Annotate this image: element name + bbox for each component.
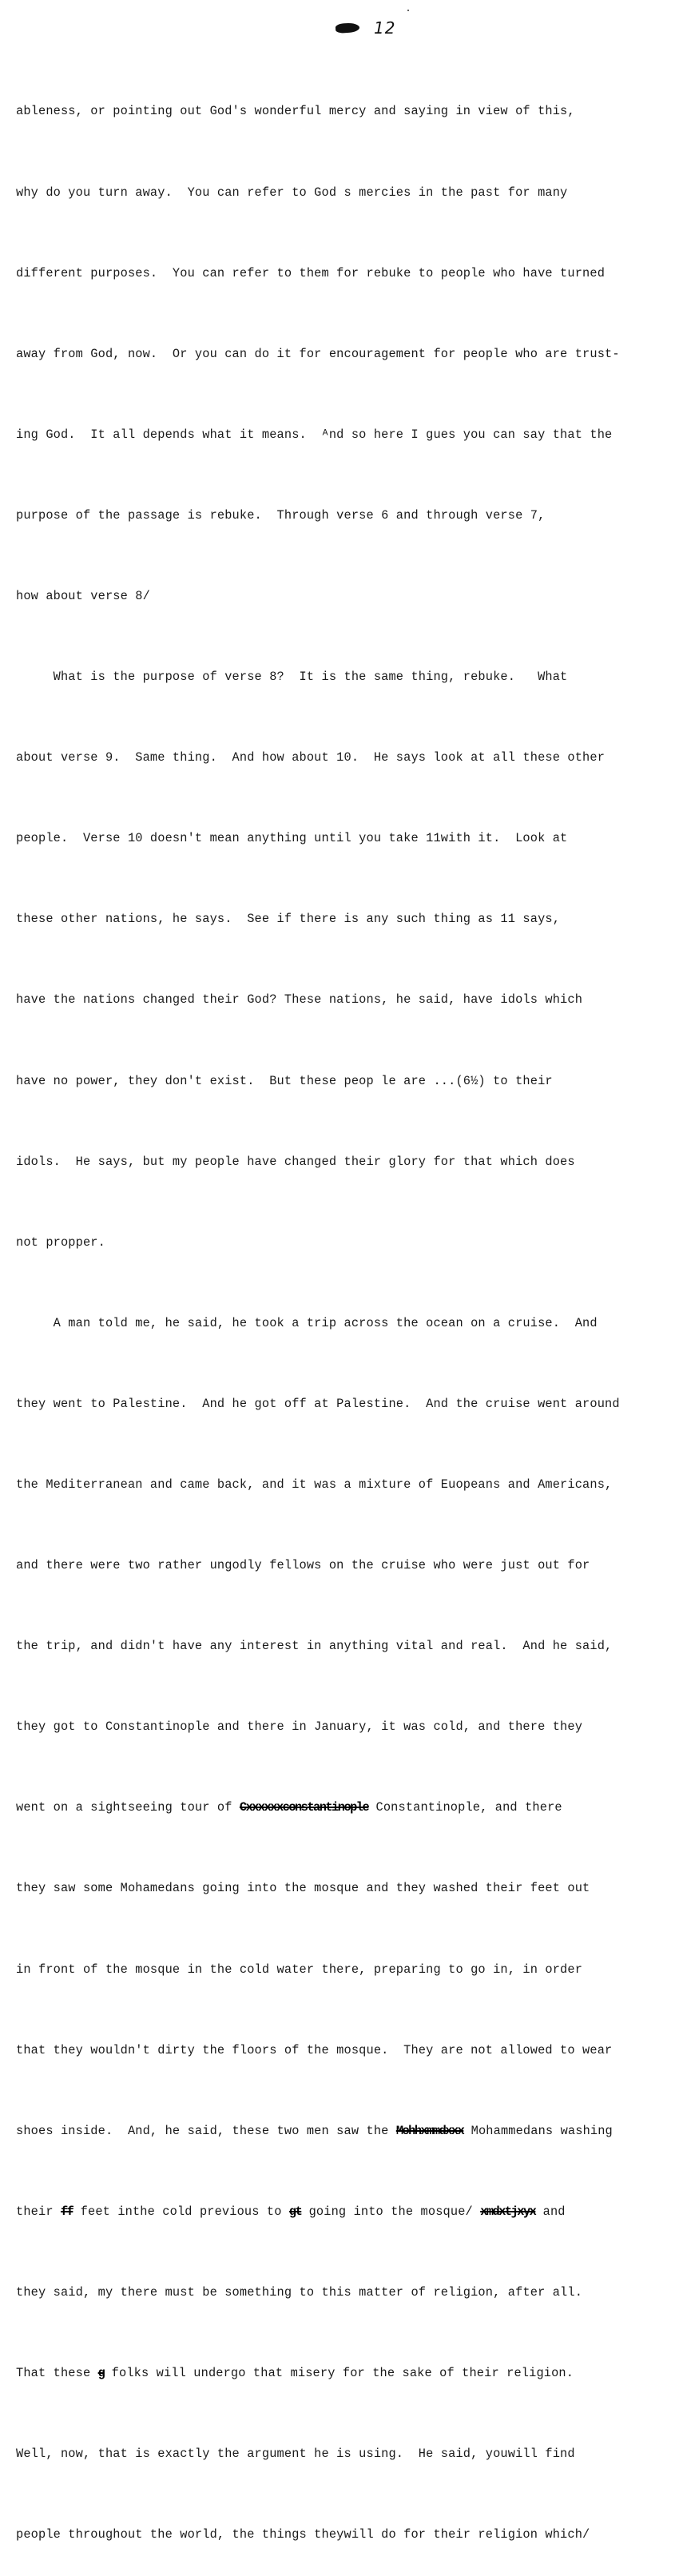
paragraph-start-line: What is the purpose of verse 8? It is the same thing, rebuke. What xyxy=(16,670,568,685)
text-line: people. Verse 10 doesn't mean anything until you take 11with it. Look at xyxy=(16,831,568,846)
typed-body-text xyxy=(16,45,671,2576)
ink-blot-mark xyxy=(336,22,360,34)
text-line: the trip, and didn't have any interest in anything vital and real. And he said, xyxy=(16,1639,613,1654)
paragraph-start-line: A man told me, he said, he took a trip across the ocean on a cruise. And xyxy=(16,1315,598,1330)
text-line: not propper. xyxy=(16,1234,105,1250)
text-line: have no power, they don't exist. But these peop le are ...(6½) to their xyxy=(16,1073,553,1088)
struck-out-text: g xyxy=(97,2366,105,2381)
text-line: they saw some Mohamedans going into the mosque and they washed their feet out xyxy=(16,1881,590,1896)
struck-out-text: xmdxtjxyx xyxy=(480,2204,536,2219)
text-line: and there were two rather ungodly fellows on the cruise who were just out for xyxy=(16,1558,590,1573)
text-segment: went on a sightseeing tour of xyxy=(16,1800,240,1815)
struck-out-text: Mohhxmmdxxx xyxy=(395,2123,464,2138)
text-line xyxy=(16,2199,671,2226)
struck-out-text: Cxxxxxxconstantinople xyxy=(239,1800,369,1815)
text-segment: That these xyxy=(16,2366,98,2381)
text-line: they said, my there must be something to this matter of religion, after all. xyxy=(16,2284,583,2300)
text-line: the Mediterranean and came back, and it was a mixture of Euopeans and Americans, xyxy=(16,1477,613,1492)
text-line: how about verse 8/ xyxy=(16,588,150,603)
text-segment: feet inthe cold previous to xyxy=(73,2204,289,2219)
text-line xyxy=(16,1795,671,1822)
text-segment: Constantinople, and there xyxy=(368,1800,562,1815)
text-line: ableness, or pointing out God's wonderful mercy and saying in view of this, xyxy=(16,104,575,119)
text-segment: their xyxy=(16,2204,61,2219)
struck-out-text: gt xyxy=(288,2204,302,2219)
text-segment: Mohammedans washing xyxy=(463,2123,613,2138)
text-line: that they wouldn't dirty the floors of the mosque. They are not allowed to wear xyxy=(16,2042,613,2057)
text-segment: folks will undergo that misery for the sake of their religion. xyxy=(104,2366,574,2381)
text-line: in front of the mosque in the cold water there, preparing to go in, in order xyxy=(16,1962,583,1977)
text-line: people throughout the world, the things theywill do for their religion which/ xyxy=(16,2527,590,2542)
text-line: these other nations, he says. See if there is any such thing as 11 says, xyxy=(16,912,561,927)
text-line xyxy=(16,2118,671,2145)
text-line: have the nations changed their God? These nations, he said, have idols which xyxy=(16,992,583,1008)
text-line: different purposes. You can refer to them for rebuke to people who have turned xyxy=(16,265,606,280)
page-header xyxy=(336,16,395,40)
text-line: why do you turn away. You can refer to God s mercies in the past for many xyxy=(16,185,568,200)
page-number: 12 xyxy=(374,18,396,38)
text-line: they went to Palestine. And he got off at Palestine. And the cruise went around xyxy=(16,1396,620,1411)
text-line: Well, now, that is exactly the argument he is using. He said, youwill find xyxy=(16,2447,575,2462)
text-line: about verse 9. Same thing. And how about 10. He says look at all these other xyxy=(16,750,606,765)
text-segment: shoes inside. And, he said, these two men saw the xyxy=(16,2123,396,2138)
ink-speck xyxy=(407,10,409,11)
struck-out-text: ff xyxy=(60,2204,73,2219)
text-line: they got to Constantinople and there in January, it was cold, and there they xyxy=(16,1719,583,1735)
text-line: idols. He says, but my people have changed their glory for that which does xyxy=(16,1154,575,1169)
text-line: ing God. It all depends what it means. ᴬnd so here I gues you can say that the xyxy=(16,427,613,442)
text-line: purpose of the passage is rebuke. Through verse 6 and through verse 7, xyxy=(16,507,546,523)
text-line xyxy=(16,2360,671,2387)
text-line: away from God, now. Or you can do it for encouragement for people who are trust- xyxy=(16,346,620,361)
text-segment: and xyxy=(535,2204,566,2219)
text-segment: going into the mosque/ xyxy=(301,2204,481,2219)
